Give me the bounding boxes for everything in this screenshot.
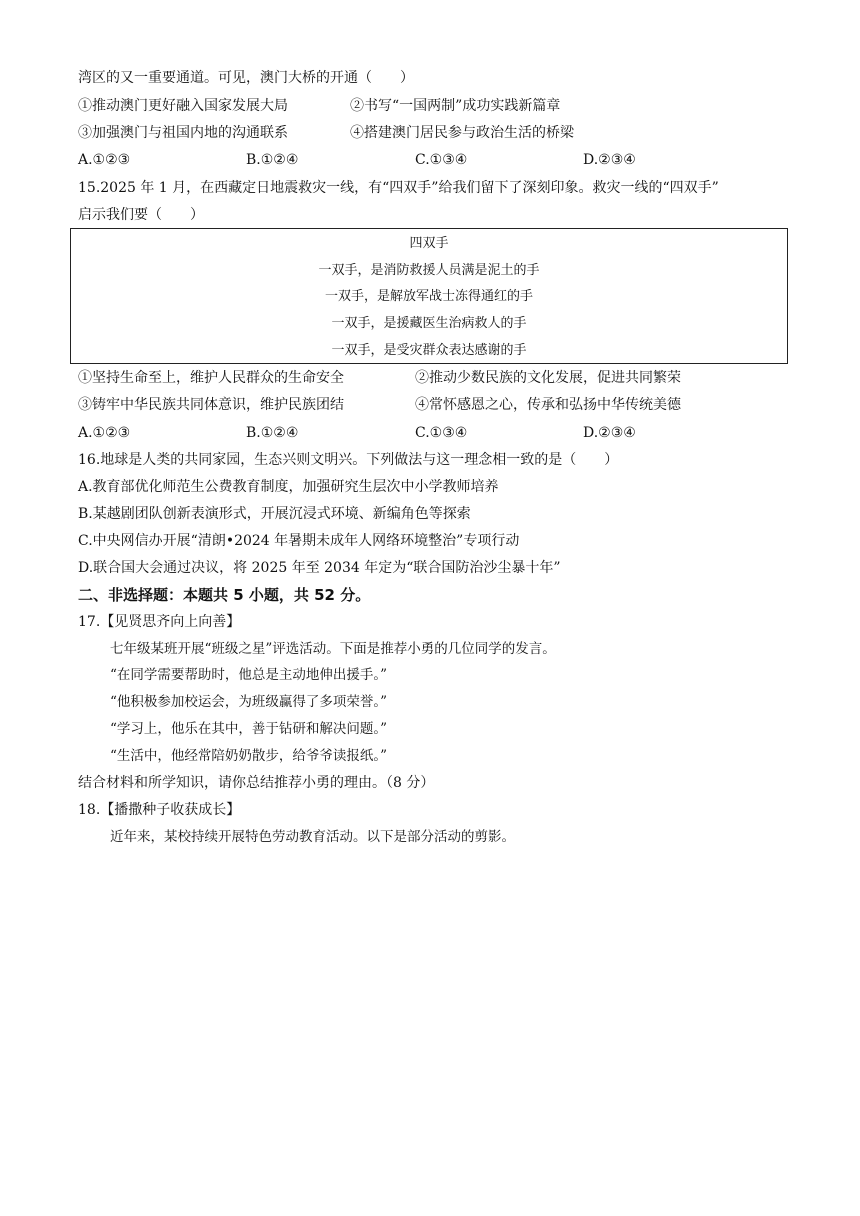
q14-option-c: C.①③④ [415,152,468,168]
q18-intro: 近年来，某校持续开展特色劳动教育活动。以下是部分活动的剪影。 [110,829,515,845]
q16-option-b: B.某越剧团队创新表演形式，开展沉浸式环境、新编角色等探索 [78,506,471,522]
q15-box-title: 四双手 [409,236,449,251]
q14-option-a: A.①②③ [78,152,131,168]
q18-title: 18.【播撒种子收获成长】 [78,802,241,818]
q15-statement-3: ③铸牢中华民族共同体意识，维护民族团结 [78,397,344,413]
q17-quote-4: “生活中，他经常陪奶奶散步，给爷爷读报纸。” [110,748,388,764]
q15-option-d: D.②③④ [583,425,636,441]
q14-statement-2: ②书写“一国两制”成功实践新篇章 [350,98,561,114]
q16-option-d: D.联合国大会通过决议，将 2025 年至 2034 年定为“联合国防治沙尘暴十年” [78,560,561,576]
q15-box-line-1: 一双手，是消防救援人员满是泥土的手 [318,263,540,278]
q15-box-line-3: 一双手，是援藏医生治病救人的手 [331,316,527,331]
q15-option-c: C.①③④ [415,425,468,441]
q15-option-b: B.①②④ [246,425,299,441]
q14-statement-1: ①推动澳门更好融入国家发展大局 [78,98,288,114]
q16-option-c: C.中央网信办开展“清朗•2024 年暑期未成年人网络环境整治”专项行动 [78,533,520,549]
q16-stem: 16.地球是人类的共同家园，生态兴则文明兴。下列做法与这一理念相一致的是（ ） [78,452,619,468]
q17-title: 17.【见贤思齐向上向善】 [78,614,241,630]
q14-statement-4: ④搭建澳门居民参与政治生活的桥梁 [350,125,574,141]
q17-intro: 七年级某班开展“班级之星”评选活动。下面是推荐小勇的几位同学的发言。 [110,641,556,657]
q14-stem: 湾区的又一重要通道。可见，澳门大桥的开通（ ） [78,70,414,86]
q15-stem-line1: 15.2025 年 1 月，在西藏定日地震救灾一线，有“四双手”给我们留下了深刻印象。救灾一线的“四双手” [78,180,719,196]
q17-question: 结合材料和所学知识，请你总结推荐小勇的理由。（8 分） [78,775,435,791]
q14-statement-3: ③加强澳门与祖国内地的沟通联系 [78,125,288,141]
section2-heading: 二、非选择题：本题共 5 小题，共 52 分。 [78,586,371,604]
q15-material-box [70,228,788,364]
q15-statement-2: ②推动少数民族的文化发展，促进共同繁荣 [415,370,681,386]
q15-statement-1: ①坚持生命至上，维护人民群众的生命安全 [78,370,344,386]
q17-quote-2: “他积极参加校运会，为班级赢得了多项荣誉。” [110,694,388,710]
q15-statement-4: ④常怀感恩之心，传承和弘扬中华传统美德 [415,397,681,413]
q17-quote-3: “学习上，他乐在其中，善于钻研和解决问题。” [110,721,388,737]
q15-box-line-2: 一双手，是解放军战士冻得通红的手 [324,289,533,304]
q14-option-b: B.①②④ [246,152,299,168]
q15-stem-line2: 启示我们要（ ） [78,207,204,223]
q17-quote-1: “在同学需要帮助时，他总是主动地伸出援手。” [110,667,388,683]
q15-box-line-4: 一双手，是受灾群众表达感谢的手 [331,343,527,358]
q15-option-a: A.①②③ [78,425,131,441]
q16-option-a: A.教育部优化师范生公费教育制度，加强研究生层次中小学教师培养 [78,479,499,495]
q14-option-d: D.②③④ [583,152,636,168]
